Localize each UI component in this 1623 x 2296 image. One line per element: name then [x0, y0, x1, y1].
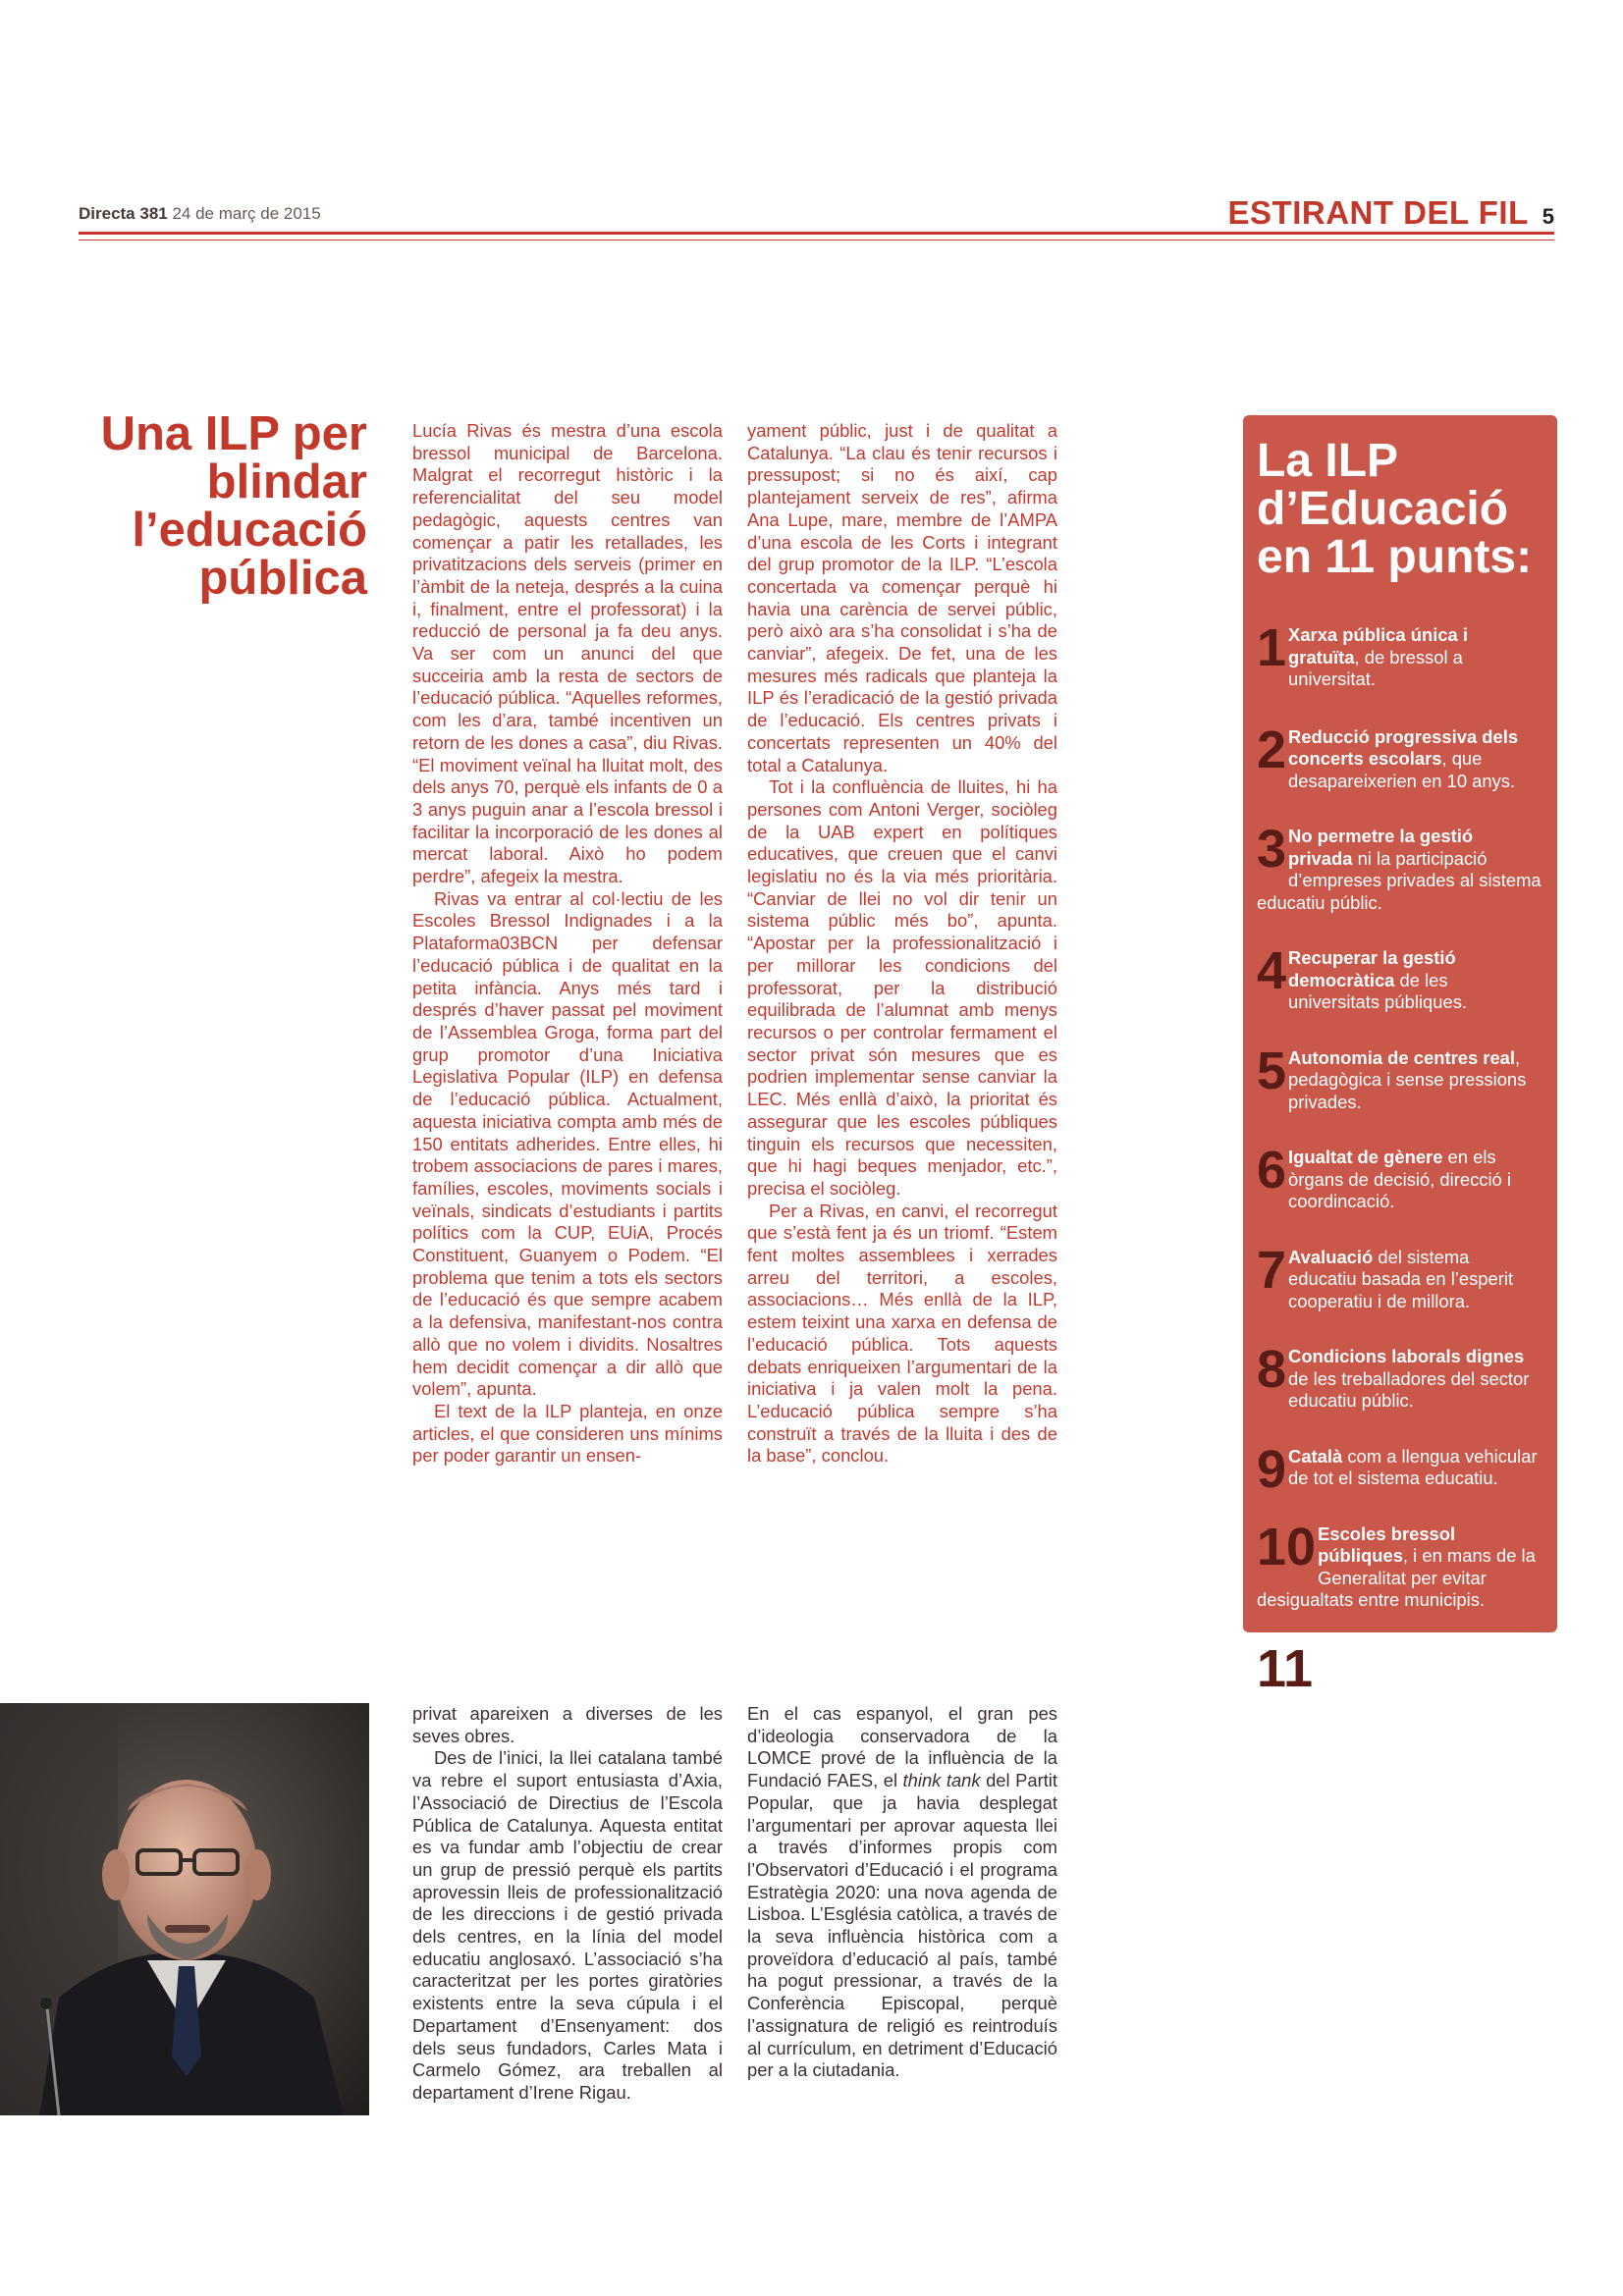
point-highlight: Xarxa pública única i gratuïta — [1288, 624, 1469, 667]
paragraph: privat apareixen a diverses de les seves obres. — [412, 1703, 723, 1746]
article-column-1 — [412, 420, 723, 1468]
publication-header — [79, 204, 321, 224]
paragraph: El text de la ILP planteja, en onze articles, el que consideren uns mínims per poder garantir un ensen- — [412, 1400, 723, 1467]
point-number: 11 — [1257, 1638, 1314, 1698]
point-highlight: Avaluació — [1288, 1246, 1374, 1267]
ilp-points-box — [1243, 415, 1557, 1710]
paragraph — [747, 1703, 1057, 2082]
section-title: ESTIRANT DEL FIL — [1227, 194, 1529, 231]
point-highlight: Autonomia de centres real — [1288, 1046, 1516, 1068]
point-number: 9 — [1257, 1439, 1287, 1499]
point-text: com a llengua vehicular de tot el sistema educatiu. — [1288, 1445, 1538, 1488]
box-point — [1257, 1141, 1542, 1213]
italic-term: think tank — [902, 1770, 981, 1791]
point-highlight: Igualtat de gènere — [1288, 1147, 1443, 1167]
point-highlight: Reducció progressiva dels concerts escolars — [1288, 725, 1519, 769]
point-number: 1 — [1257, 618, 1287, 677]
point-text: destinar un mínim del 6% del P.I.B. a l’ensenyament públic. — [1315, 1644, 1527, 1710]
point-text: ni la participació d’empreses privades al sistema educatiu públic. — [1257, 847, 1542, 913]
section-header — [1228, 194, 1554, 232]
text-run: del Partit Popular, que ja havia desplegat l’argumentari per aprovar aquesta llei a través d’informes propis com l’Observatori d’Educació i el programa Estratègia 2020: una nova agenda de Lisboa. L’Església catòlica, a través de la seva influència històrica com a proveïdora d’educació al país, també ha pogut pressionar, a través de la Conferència Episcopal, perquè l’assignatura de religió es reintroduís al currículum, en detriment d’Educació per a la ciutadania. — [747, 1770, 1057, 2081]
point-text: , pedagògica i sense pressions privades. — [1288, 1046, 1527, 1112]
point-number: 8 — [1257, 1340, 1287, 1399]
box-point — [1257, 1517, 1542, 1612]
point-highlight: Escoles bressol públiques — [1318, 1522, 1456, 1566]
article-column-2 — [747, 420, 1057, 1468]
paragraph: Per a Rivas, en canvi, el recorregut que s’està fent ja és un triomf. “Estem fent moltes assemblees i xerrades arreu del territori, a escoles, associacions… Més enllà de la ILP, estem teixint una xarxa en defensa de l’educació pública. Tots aquests debats enriqueixen l’argumentari de la iniciativa i ja valen molt la pena. L’educació pública sempre s’ha construït a través de la lluita i des de la base”, conclou. — [747, 1200, 1057, 1467]
point-number: 2 — [1257, 720, 1287, 779]
box-point — [1257, 1041, 1542, 1114]
box-point — [1257, 941, 1542, 1014]
point-number: 7 — [1257, 1240, 1287, 1300]
point-highlight: Català — [1288, 1445, 1343, 1467]
point-text: , que desapareixerien en 10 anys. — [1288, 748, 1516, 791]
paragraph: Tot i la confluència de lluites, hi ha persones com Antoni Verger, sociòleg de la UAB expert en polítiques educatives, que creuen que el canvi legislatiu no és la via més prioritària. “Canviar de llei no vol dir tenir un sistema públic més bo”, apunta. “Apostar per la professionalització i per millorar les condicions del professorat, per la distribució equilibrada de l’alumnat amb menys recursos o per controlar fermament el sector privat són mesures que es podrien implementar sense canviar la LEC. Més enllà d’això, la prioritat és assegurar que les escoles públiques tinguin els recursos que necessiten, que hi hagi beques menjador, etc.”, precisa el sociòleg. — [747, 776, 1057, 1199]
point-number: 5 — [1257, 1041, 1287, 1100]
paragraph: Lucía Rivas és mestra d’una escola bressol municipal de Barcelona. Malgrat el recorregut històric i la referencialitat del seu model pedagògic, aquests centres van començar a patir les retallades, les privatitzacions dels serveis (primer en l’àmbit de la neteja, després a la cuina i, finalment, entre el professorat) i la reducció de personal ja fa deu anys. Va ser com un anunci del que succeiria amb la resta de sectors de l’educació pública. “Aquelles reformes, com les d’ara, també incentiven un retorn de les dones a casa”, diu Rivas. “El moviment veïnal ha lluitat molt, des dels anys 70, perquè els infants de 0 a 3 anys puguin anar a l’escola bressol i facilitar la incorporació de les dones al mercat laboral. Això ho podem perdre”, afegeix la mestra. — [412, 420, 723, 887]
article-headline: Una ILP per blindar l’educació pública — [100, 407, 367, 605]
point-text: , i en mans de la Generalitat per evitar desigualtats entre municipis. — [1257, 1545, 1536, 1610]
point-text: del sistema educatiu basada en l’esperit cooperatiu i de millora. — [1288, 1246, 1514, 1311]
point-highlight: Recuperar la gestió democràtica — [1288, 947, 1456, 990]
box-point — [1257, 618, 1542, 691]
point-text: de les treballadores del sector educatiu públic. — [1288, 1367, 1530, 1411]
box-point — [1257, 820, 1542, 914]
paragraph: yament públic, just i de qualitat a Catalunya. “La clau és tenir recursos i pressupost; si no és així, cap plantejament serveix de res”, afirma Ana Lupe, mare, membre de l’AMPA d’una escola de les Corts i integrant del grup promotor de la ILP. “L’escola concertada va començar perquè hi havia una carència de servei públic, però això ara s’ha consolidat i s’ha de canviar”, afegeix. De fet, una de les mesures més radicals que planteja la ILP és l’eradicació de la gestió privada de l’educació. Els centres privats i concertats representen un 40% del total a Catalunya. — [747, 420, 1057, 775]
speaker-photo-illustration — [0, 1703, 369, 2115]
publication-date: 24 de març de 2015 — [172, 204, 321, 223]
point-number: 4 — [1257, 941, 1287, 1000]
publication-issue: Directa 381 — [79, 204, 168, 223]
point-text: en els òrgans de decisió, direcció i coordincació. — [1288, 1147, 1511, 1211]
point-highlight: Finançament: — [1315, 1644, 1433, 1666]
point-highlight: Condicions laborals dignes — [1288, 1346, 1525, 1366]
paragraph: Des de l’inici, la llei catalana també va rebre el suport entusiasta d’Axia, l’Associació de Directius de l’Escola Pública de Catalunya. Aquesta entitat es va fundar amb l’objectiu de crear un grup de pressió perquè els partits aprovessin lleis de professionalització de les direccions i de gestió privada dels centres, en la línia del model educatiu anglosaxó. L’associació s’ha caracteritzat per les portes giratòries existents entre la seva cúpula i el Departament d’Ensenyament: dos dels seus fundadors, Carles Mata i Carmelo Gómez, ara treballen al departament d’Irene Rigau. — [412, 1747, 723, 2103]
paragraph: Rivas va entrar al col·lectiu de les Escoles Bressol Indignades i a la Plataforma03BCN per defensar l’educació pública i de qualitat en la petita infància. Anys més tard i després d’haver passat pel moviment de l’Assemblea Groga, forma part del grup promotor d’una Iniciativa Legislativa Popular (ILP) en defensa de l’educació pública. Actualment, aquesta iniciativa compta amb més de 150 entitats adherides. Entre elles, hi trobem associacions de pares i mares, famílies, escoles, moviments socials i veïnals, sindicats d’estudiants i partits polítics com la CUP, EUiA, Procés Constituent, Guanyem o Podem. “El problema que tenim a tots els sectors de l’educació és que sempre acabem a la defensiva, manifestant-nos contra allò que no volem i dividits. Nosaltres hem decidit començar a dir allò que volem”, apunta. — [412, 887, 723, 1400]
point-text: de les universitats públiques. — [1288, 969, 1468, 1012]
point-text: , de bressol a universitat. — [1288, 646, 1463, 689]
speaker-photo — [0, 1703, 369, 2115]
box-point — [1257, 1439, 1542, 1499]
point-number: 10 — [1257, 1517, 1317, 1576]
header-rule-thick — [79, 232, 1554, 235]
text-run: En el cas espanyol, el gran pes d’ideologia conservadora de la LOMCE prové de la influència de la Fundació FAES, el — [747, 1703, 1057, 1791]
box-point — [1257, 1340, 1542, 1413]
point-highlight: No permetre la gestió privada — [1288, 826, 1474, 869]
point-number: 3 — [1257, 820, 1287, 879]
box-point — [1257, 1240, 1542, 1313]
page-number: 5 — [1542, 204, 1554, 229]
lower-column-1 — [412, 1703, 723, 2105]
box-point — [1257, 720, 1542, 793]
box-point — [1257, 1638, 1542, 1712]
box-title: La ILP d’Educació en 11 punts: — [1257, 435, 1533, 583]
lower-column-2 — [747, 1703, 1057, 2082]
point-number: 6 — [1257, 1141, 1287, 1200]
